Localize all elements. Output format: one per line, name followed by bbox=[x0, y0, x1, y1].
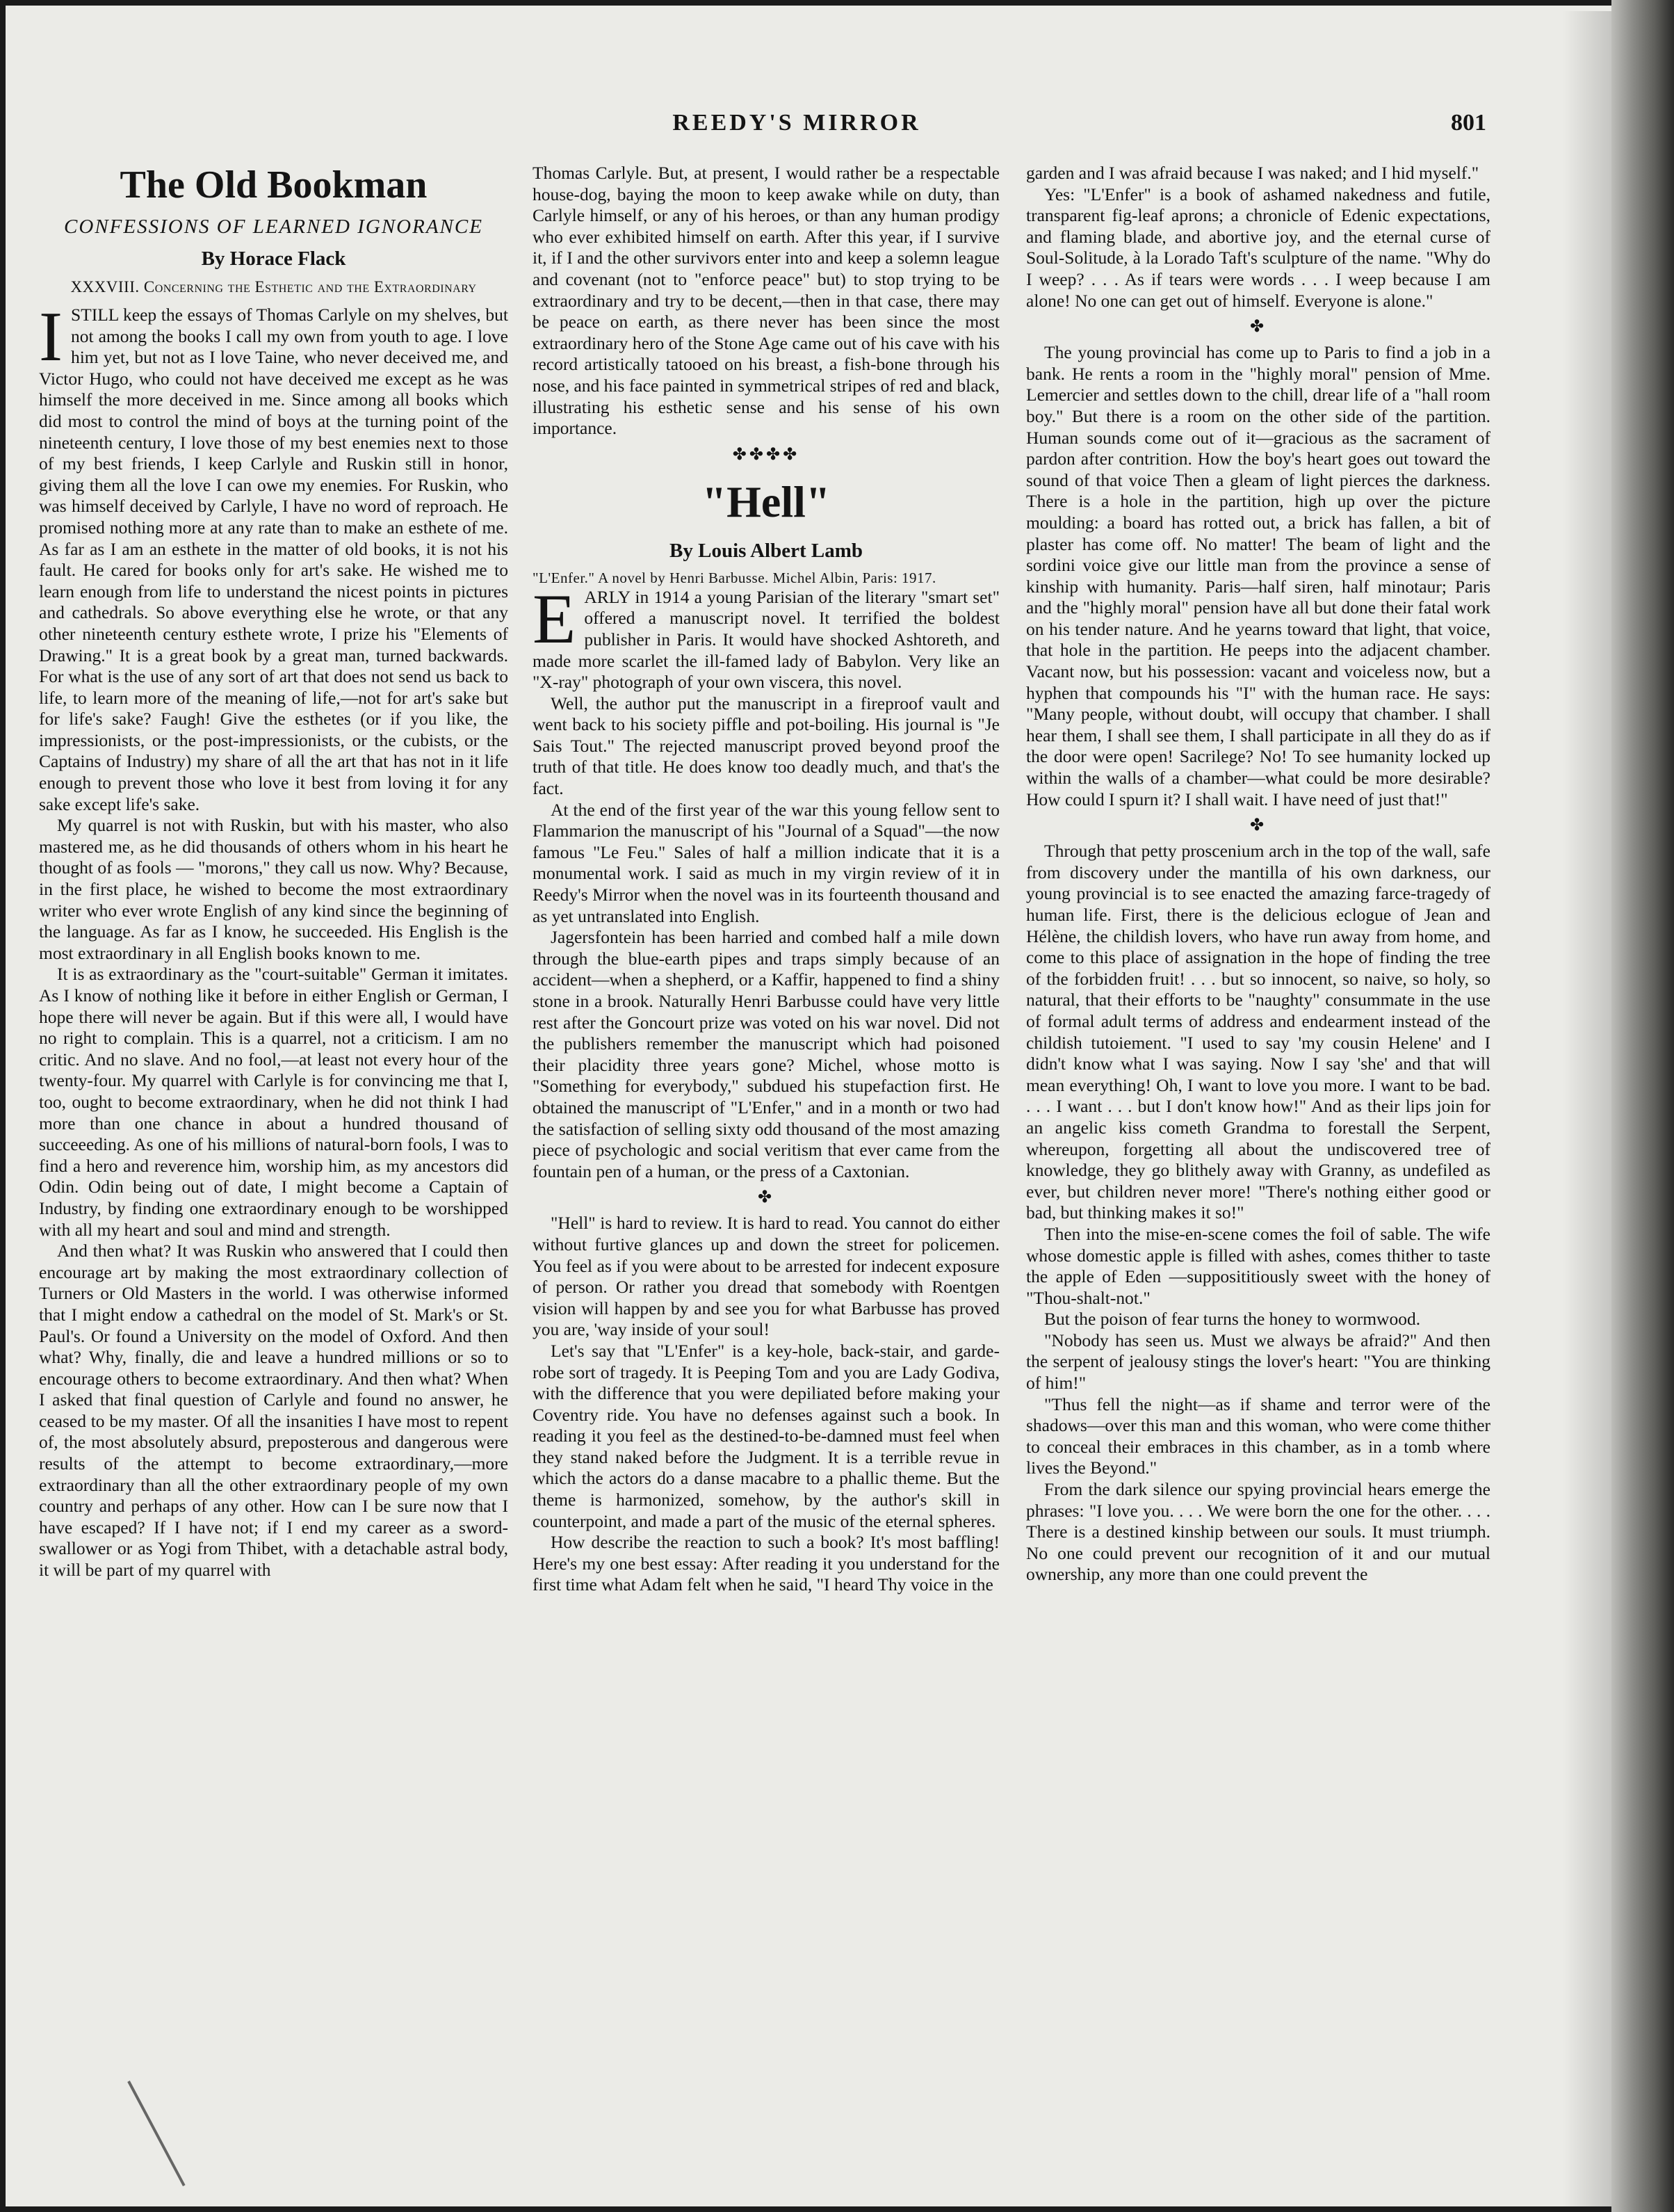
section-ornament: ✤ bbox=[1249, 816, 1267, 835]
paragraph: At the end of the first year of the war this young fellow sent to Flammarion the manuscript of his "Journal of a Squad"—the now famous "Le Feu." Sales of half a million indicate that it is a monumental work. I said as much in my virgin review of it in Reedy's Mirror when the novel was in its fourteenth thousand and as yet untranslated into English. bbox=[533, 799, 1000, 926]
drop-cap: I bbox=[39, 298, 63, 376]
paragraph: Let's say that "L'Enfer" is a key-hole, back-stair, and garde-robe sort of tragedy. It is Peeping Tom and you are Lady Godiva, with the difference that you were depiliated before making your Coventry ride. You have no defenses against such a book. In reading it you feel as the destined-to-be-damned must feel when they stand naked before the Judgment. It is a terrible revue in which the actors do a danse macabre to a phallic theme. But the theme is harmonized, somehow, by the author's skill in counterpoint, and made a part of the music of the eternal spheres. bbox=[533, 1340, 1000, 1531]
paragraph: Then into the mise-en-scene comes the foil of sable. The wife whose domestic apple is filled with ashes, comes thither to taste the apple of Eden —supposititiously sweet with the honey of "Thou-shalt-not." bbox=[1026, 1223, 1490, 1308]
paragraph: garden and I was afraid because I was naked; and I hid myself." bbox=[1026, 163, 1479, 183]
article-title: The Old Bookman bbox=[120, 163, 428, 207]
paragraph: The young provincial has come up to Paris to find a job in a bank. He rents a room in the "highly moral" pension of Mme. Lemercier and settles down to the chill, drear life of a "hall room boy." But there is a room on the other side of the partition. Human sounds come out of it—gracious as the sacrament of pardon after contrition. How the boy's heart goes out toward the sound of that voice Then a gleam of light pierces the darkness. There is a hole in the partition, high up over the picture moulding: a board has rotted out, a brick has fallen, a bit of plaster has come off. No matter! The beam of light and the sordini voice give our little man from the province a sense of kinship with humanity. Paris—half siren, half minotaur; Paris and the "highly moral" pension have all but done their fatal work on his tender nature. And he yearns toward that light, that voice, that hole in the partition. He peeps into the adjacent chamber. Vacant now, but his possession: vacant and voiceless now, but a hyphen that compounds his "I" with the human race. He says: "Many people, without doubt, will occupy that chamber. I shall hear them, I shall see them, I shall participate in all they do as if the door were open! Sacrilege? No! To see humanity locked up within the walls of a chamber—what could be more desirable? How could I spurn it? I shall wait. I have need of just that!" bbox=[1026, 342, 1490, 809]
paragraph: "Hell" is hard to review. It is hard to read. You cannot do either without furtive glances up and down the street for policemen. You feel as if you were about to be arrested for indecent exposure of person. Or rather you dread that somebody with Roentgen vision will happen by and see you for what Barbusse has proved you are, 'way inside of your soul! bbox=[533, 1213, 1000, 1340]
book-spine-edge bbox=[1611, 0, 1674, 2212]
column-1 bbox=[39, 163, 508, 1581]
paragraph: Yes: "L'Enfer" is a book of ashamed nakedness and futile, transparent fig-leaf aprons; a chronicle of Edenic expectations, and flaming blade, and abortive joy, and the eternal curse of Soul-Solitude, à la Lorado Taft's sculpture of the name. "Why do I weep? . . . As if tears were words . . . I weep because I am alone! No one can get out of himself. Everyone is alone." bbox=[1026, 184, 1490, 311]
paragraph: EARLY in 1914 a young Parisian of the literary "smart set" offered a manuscript novel. It terrified the boldest publisher in Paris. It would have shocked Ashtoreth, and made more scarlet the ill-famed lady of Babylon. Very like an "X-ray" photograph of your own viscera, this novel. bbox=[533, 579, 1000, 693]
paragraph: Through that petty proscenium arch in the top of the wall, safe from discovery under the mantilla of his own darkness, our young provincial is to see enacted the amazing farce-tragedy of human life. First, there is the delicious eclogue of Jean and Hélène, the childish lovers, who have run away from home, and come to this place of assignation in the hope of finding the tree of the forbidden fruit! . . . but so innocent, so naive, so holy, so natural, that their efforts to be "naughty" consummate in the use of formal adult terms of address and endearment instead of the childish tutoiement. "I used to say 'my cousin Helene' and I didn't know what I was saying. Now I say 'she' and that will mean everything! Oh, I want to love you more. I want to be bad. . . . I want . . . but I don't know how!" And as their lips join for an angelic kiss cometh Grandma to forestall the Serpent, whereupon, forgetting all about the undiscovered tree of knowledge, they go blithely away with Granny, as undefiled as ever, but children never more! "There's nothing either good or bad, but thinking makes it so!" bbox=[1026, 841, 1490, 1223]
article-subtitle: CONFESSIONS OF LEARNED IGNORANCE bbox=[64, 216, 483, 238]
review-byline: By Louis Albert Lamb bbox=[669, 539, 863, 562]
paragraph: But the poison of fear turns the honey to wormwood. bbox=[1044, 1309, 1421, 1330]
paragraph: My quarrel is not with Ruskin, but with his master, who also mastered me, as he did thousands of others whom in his heart he thought of as fools — "morons," they call us now. Why? Because, in the first place, he wished to become the most extraordinary writer who ever wrote English of any kind since the beginning of the language. As far as I know, he succeeded. His English is the most extraordinary in all English books known to me. bbox=[39, 815, 508, 963]
page-number: 801 bbox=[1451, 110, 1486, 136]
section-ornament: ✤ bbox=[1249, 318, 1267, 337]
drop-cap: E bbox=[533, 579, 576, 659]
paragraph: Thomas Carlyle. But, at present, I would rather be a respectable house-dog, baying the moon to keep awake while on duty, than Carlyle himself, or any of his heroes, or than any human prodigy who ever exhibited himself on earth. After this year, if I survive it, if I and the other survivors enter into and keep a solemn league and covenant (not to "enforce peace" but) to stop trying to be extraordinary and try to be decent,—then in that case, there may be peace on earth, as there never has been since the most extraordinary hero of the Stone Age came out of his cave with his record artistically tatooed on his breast, a fish-bone through his nose, and his face painted in symmetrical stripes of red and black, illustrating his esthetic sense and his sense of his own importance. bbox=[533, 163, 1000, 439]
paragraph: And then what? It was Ruskin who answered that I could then encourage art by making the most extraordinary collection of Turners or Old Masters in the world. I was otherwise informed that I might endow a cathedral on the model of St. Mark's or St. Paul's. Or found a University on the model of Oxford. And then what? Why, finally, die and leave a hundred millions or so to encourage others to become extraordinary. And then what? When I asked that final question of Carlyle and found no answer, he ceased to be my master. Of all the insanities I have most to repent of, the most absolutely absurd, preposterous and dangerous were results of the attempt to become extraordinary,—more extraordinary than all the other extraordinary people of my own country and perhaps of any other. How can I be sure now that I have escaped? If I have not; if I end my career as a sword-swallower or as Yogi from Thibet, with a detachable astral body, it will be part of my quarrel with bbox=[39, 1241, 508, 1581]
paragraph: Well, the author put the manuscript in a fireproof vault and went back to his society piffle and pot-boiling. His journal is "Je Sais Tout." The rejected manuscript proved beyond proof the truth of that title. He does know too deadly much, and that's the fact. bbox=[533, 693, 1000, 799]
section-ornament: ✤ bbox=[757, 1188, 775, 1207]
magazine-page bbox=[6, 6, 1611, 2206]
review-title: "Hell" bbox=[701, 476, 831, 526]
gutter-shadow bbox=[1563, 11, 1611, 2206]
article-byline: By Horace Flack bbox=[201, 248, 346, 270]
paragraph: How describe the reaction to such a book? It's most baffling! Here's my one best essay: After reading it you understand for the first time what Adam felt when he said, "I heard Thy voice in the bbox=[533, 1532, 1000, 1595]
paragraph: From the dark silence our spying provincial hears emerge the phrases: "I love you. . . . We were born the one for the other. . . . There is a destined kinship between our souls. It must triumph. No one could prevent our recognition of it and our mutual ownership, any more than one could prevent the bbox=[1026, 1479, 1490, 1585]
column-2 bbox=[533, 163, 1000, 1596]
column-3 bbox=[1026, 163, 1490, 1585]
section-ornament: ✤✤✤✤ bbox=[732, 445, 800, 464]
running-head: REEDY'S MIRROR bbox=[672, 110, 921, 136]
paragraph: Jagersfontein has been harried and combed half a mile down through the blue-earth pipes and traps simply because of an accident—when a shepherd, or a Kaffir, happened to find a shiny stone in a brook. Naturally Henri Barbusse could have very little rest after the Goncourt prize was voted on his war novel. Did not the publishers remember the manuscript which had poisoned their placidity three years gone? Michel, whose motto is "Something for everybody," subdued his stupefaction first. He obtained the manuscript of "L'Enfer," and in a month or two had the satisfaction of selling sixty odd thousand of the most amazing piece of psychologic and social veritism that ever came from the fountain pen of a human, or the press of a Caxtonian. bbox=[533, 927, 1000, 1181]
scan-scratch-mark bbox=[127, 2081, 185, 2186]
paragraph: "Thus fell the night—as if shame and terror were of the shadows—over this man and this woman, who were come thither to conceal their embraces in this chamber, as in a tomb where lives the Beyond." bbox=[1026, 1394, 1490, 1478]
paragraph: "Nobody has seen us. Must we always be afraid?" And then the serpent of jealousy stings the lover's heart: "You are thinking of him!" bbox=[1026, 1330, 1490, 1394]
chapter-heading: XXXVIII. Concerning the Esthetic and the Extraordinary bbox=[70, 278, 477, 296]
paragraph: It is as extraordinary as the "court-suitable" German it imitates. As I know of nothing like it before in either English or German, I hope there will never be again. But if this were all, I would have no right to complain. This is a quarrel, not a criticism. I am no critic. And no slave. And no fool,—at least not every hour of the twenty-four. My quarrel with Carlyle is for convincing me that I, too, ought to become extraordinary, when he did not think I had more than one chance in about a hundred thousand of succeeeding. As one of his millions of natural-born fools, I was to find a hero and reverence him, worship him, as my ancestors did Odin. Odin being out of date, I might become a Captain of Industry, by finding one extraordinary enough to be worshipped with all my heart and soul and mind and strength. bbox=[39, 964, 508, 1240]
bibliographic-note: "L'Enfer." A novel by Henri Barbusse. Michel Albin, Paris: 1917. bbox=[533, 569, 936, 586]
paragraph: ISTILL keep the essays of Thomas Carlyle on my shelves, but not among the books I call my own from youth to age. I love him yet, but not as I love Taine, who never deceived me, and Victor Hugo, who could not have deceived me except as he was himself the more deceived in me. Since among all books which did most to control the mind of boys at the turning point of the nineteenth century, I love those of my best enemies next to those of my best friends, I keep Carlyle and Ruskin still in honor, giving them all the love I can owe my enemies. For Ruskin, who was himself deceived by Carlyle, I have no word of reproach. He promised nothing more at any rate than to make an esthete of me. As far as I am an esthete in the matter of old books, it is not his fault. He cared for books only for art's sake. He wished me to learn enough from life to understand the nicest points in pictures and cathedrals. So above everything else he wrote, or that any other nineteenth century esthete wrote, I prize his "Elements of Drawing." It is a great book by a great man, turned backwards. For what is the use of any sort of art that does not send us back to life, to learn more of the meaning of life,—not for art's sake but for life's sake? Faugh! Give the esthetes (or if you like, the impressionists, or the post-impressionists, or the cubists, or the Captains of Industry) my share of all the art that has not in it life enough to prevent those who love it best from loving it for any sake except life's sake. bbox=[39, 298, 508, 814]
